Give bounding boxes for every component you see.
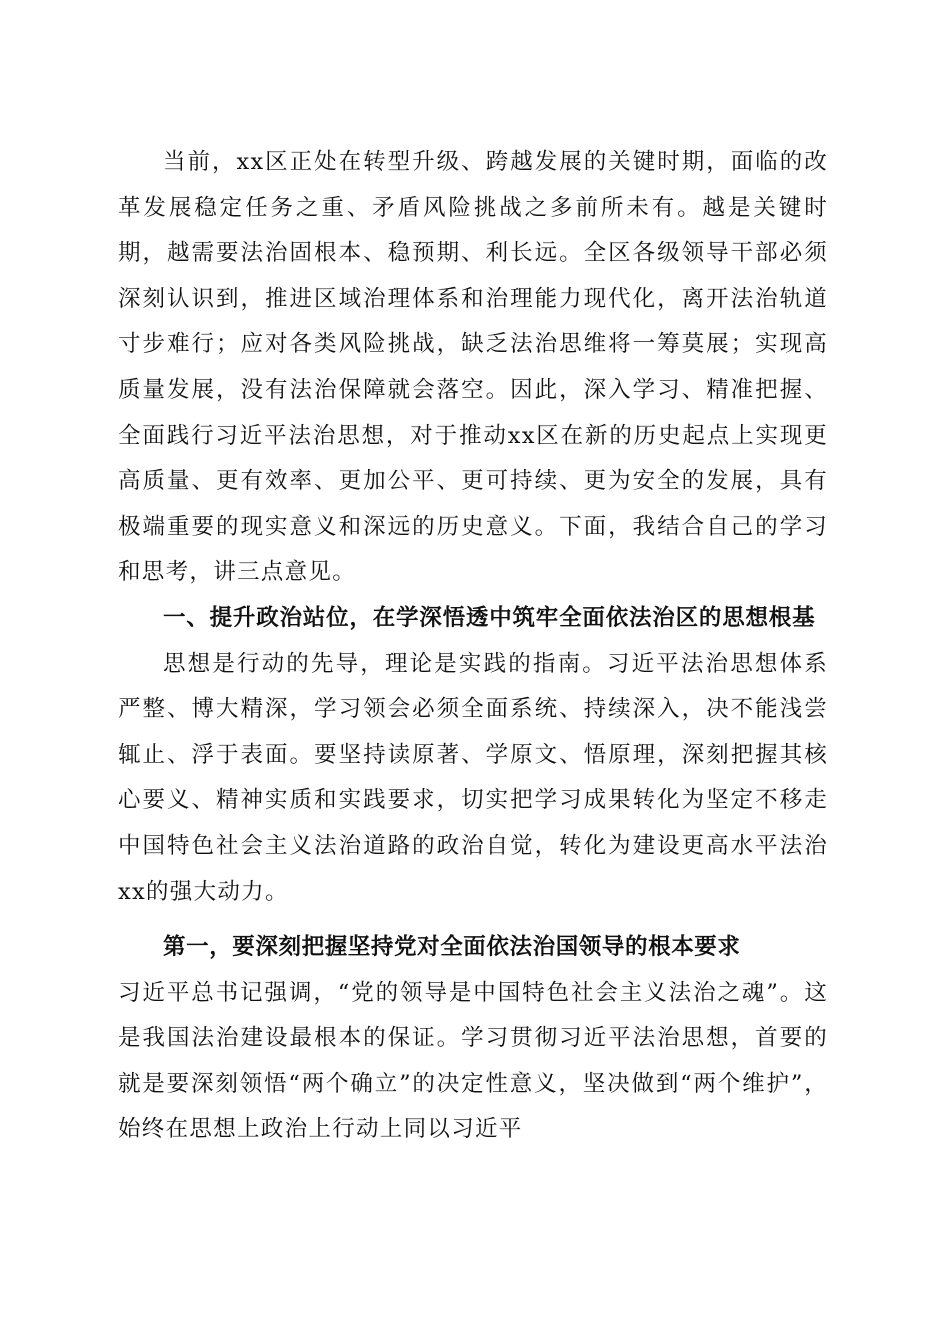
point-one-heading: 第一，要深刻把握坚持党对全面依法治国领导的根本要求 [163,934,741,961]
intro-paragraph: 当前，xx区正处在转型升级、跨越发展的关键时期，面临的改革发展稳定任务之重、矛盾风险挑战之多前所未有。越是关键时期，越需要法治固根本、稳预期、利长远。全区各级领导干部必须深刻认识到，推进区域治理体系和治理能力现代化，离开法治轨道寸步难行；应对各类风险挑战，缺乏法治思维将一筹莫展；实现高质量发展，没有法治保障就会落空。因此，深入学习、精准把握、全面践行习近平法治思想，对于推动xx区在新的历史起点上实现更高质量、更有效率、更加公平、更可持续、更为安全的发展，具有极端重要的现实意义和深远的历史意义。下面，我结合自己的学习和思考，讲三点意见。 [118,149,828,586]
point-one-paragraph: 习近平总书记强调，“党的领导是中国特色社会主义法治之魂”。这是我国法治建设最根本的保证。学习贯彻习近平法治思想，首要的就是要深刻领悟“两个确立”的决定性意义，坚决做到“两个维护”，始终在思想上政治上行动上同以习近平 [118,979,828,1143]
section-one-paragraph: 思想是行动的先导，理论是实践的指南。习近平法治思想体系严整、博大精深，学习领会必须全面系统、持续深入，决不能浅尝辄止、浮于表面。要坚持读原著、学原文、悟原理，深刻把握其核心要义、精神实质和实践要求，切实把学习成果转化为坚定不移走中国特色社会主义法治道路的政治自觉，转化为建设更高水平法治xx的强大动力。 [118,650,828,905]
document-body [118,140,828,1153]
section-one-heading: 一、提升政治站位，在学深悟透中筑牢全面依法治区的思想根基 [163,604,816,631]
